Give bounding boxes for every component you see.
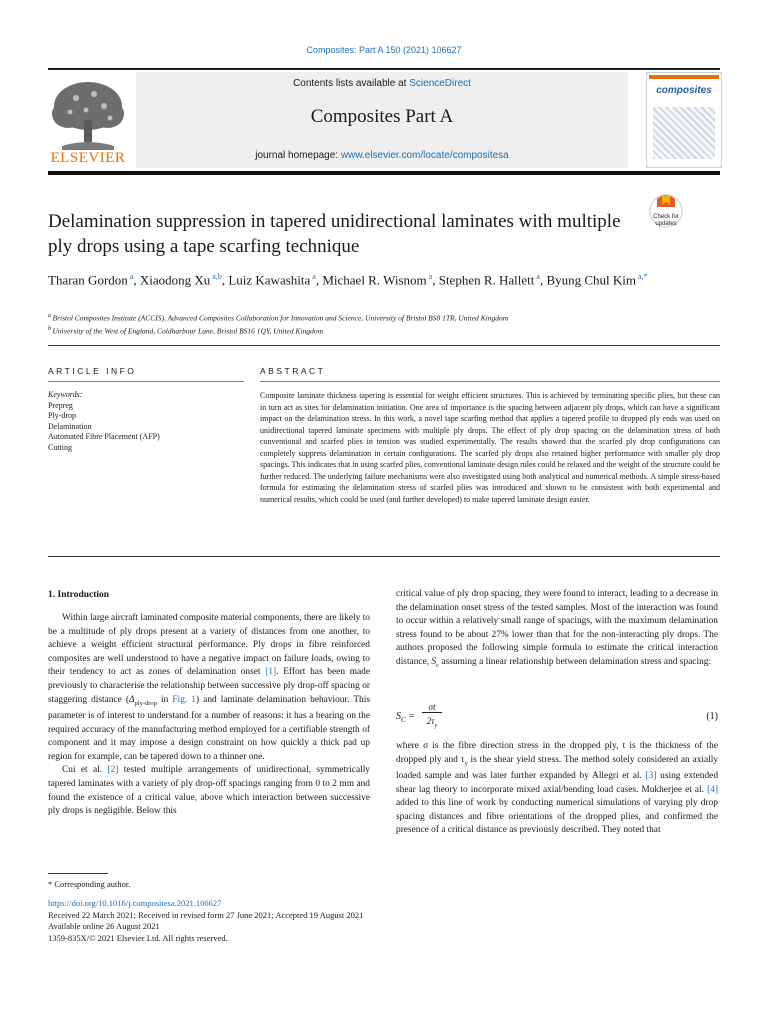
doi-link[interactable]: https://doi.org/10.1016/j.compositesa.2021.106627 [48,898,222,908]
author-name[interactable]: Xiaodong Xu [139,272,211,288]
keywords-label: Keywords: [48,390,83,399]
author-affiliation-mark[interactable]: a [310,272,316,281]
reference-3-link[interactable]: [3] [645,771,657,782]
affiliation-item: $^b$ University of the West of England, Coldharbour Lane, Bristol BS16 1QY, United Kingdom [48,326,323,336]
author-affiliation-mark[interactable]: a,b [210,272,222,281]
author-list: Tharan Gordon $^a$, Xiaodong Xu $^{a,b}$, Luiz Kawashita $^a$, Michael R. Wisnom $^a$, Stephen R. Hallett $^a$, Byung Chul Kim $^{a,*}$ [48,272,648,288]
author-name[interactable]: Tharan Gordon [48,272,128,288]
section-heading-introduction: 1. Introduction [48,590,110,600]
author-name[interactable]: Michael R. Wisnom [322,272,427,288]
reference-4-link[interactable]: [4] [707,784,718,795]
copyright-line: 1359-835X/© 2021 Elsevier Ltd. All rights reserved. [48,932,228,943]
affiliation-item: $^a$ Bristol Composites Institute (ACCIS), Advanced Composites Collaboration for Innovation and Science, University of Bristol BS8 1TR, United Kingdom [48,313,509,323]
equation-number: (1) [706,711,718,722]
body-left-column [48,612,370,819]
reference-2-link[interactable]: [2] [107,765,119,776]
article-title: Delamination suppression in tapered unidirectional laminates with multiple ply drops using a tape scarfing technique [48,211,621,257]
keyword-list [48,401,244,454]
abstract-bottom-rule [48,556,720,557]
author-affiliation-mark[interactable]: a [426,272,433,281]
contents-line [136,78,628,89]
reference-1-link[interactable]: [1] [265,667,277,678]
sciencedirect-link[interactable]: ScienceDirect [409,78,471,89]
homepage-prefix: journal homepage: [255,150,341,161]
article-info-rule [48,381,244,382]
publication-info [48,898,448,944]
figure-1-link[interactable]: Fig. 1 [172,694,196,705]
author-name[interactable]: Stephen R. Hallett [438,272,535,288]
author-affiliation-mark[interactable]: a,* [636,272,648,281]
received-dates: Received 22 March 2021; Received in revised form 27 June 2021; Accepted 19 August 2021 [48,909,364,920]
available-online-date: Available online 26 August 2021 [48,921,160,932]
abstract-heading: ABSTRACT [260,366,326,376]
paragraph-1: Within large aircraft laminated composite material components, there are likely to be a multitude of ply drops present at a variety of distances from one another, to achieve a weight efficient structural performance. Ply drops in fibre reinforced composites are well understood to have a negative impact on failure loads, owing to their tendency to act as zones of delamination onset [1]. Effort has been made previously to characterise the relationship between successive ply drop-off spacing or staggering distance ($\Delta_{ply-drop}$ in Fig. 1) and laminate delamination behaviour. This parameter is of interest to understand for a number of reasons: it has a bearing on the required accuracy of the manufacturing method employed for a certifiable strength of component and it may impose a design constraint on how quickly a thick pad up region for example, can be tapered down to a thinner one. [48,613,371,762]
body-right-column-top [396,588,718,672]
keyword-item: Ply-drop [48,411,76,421]
check-for-updates-label[interactable]: Check for updates [653,214,679,227]
affiliation-list [48,311,720,337]
cover-image [653,107,715,159]
keyword-item: Cutting [48,442,73,452]
author-name[interactable]: Byung Chul Kim [546,272,637,288]
keyword-item: Prepreg [48,400,73,410]
contents-prefix: Contents lists available at [293,78,410,89]
abstract-rule [260,381,720,382]
paragraph-3: critical value of ply drop spacing, they were found to interact, leading to a decrease in the delamination onset stress of the tested samples. Most of the interaction was found to occur within a relatively small range of spacings, with the maximum delamination stress found to be about 27% lower than that for the non-interacting ply drops. The authors proposed the following simple formula to estimate the critical interaction distance, $S_c$ assuming a linear relationship between delamination stress and spacing: [396,589,719,669]
homepage-line [136,150,628,161]
cover-title: composites [656,85,712,96]
keyword-item: Automated Fibre Placement (AFP) [48,432,160,442]
paragraph-4: where σ is the fibre direction stress in the dropped ply, t is the thickness of the dropped ply and $\tau_y$ is the shear yield stress. The method solely considered an axially loaded sample and was later further expanded by Allegri et al. [3] using extended shear lag theory to incorporate mixed axial/bending load cases. Mukherjee et al. [4] added to this line of work by conducting numerical simulations of varying ply drop spacing distances and fibre orientations of the dropped plies, and confirmed the presence of a critical distance as previously described. They noted that [396,741,719,836]
author-affiliation-mark[interactable]: a [534,272,540,281]
article-info-heading: ARTICLE INFO [48,366,137,376]
elsevier-wordmark: ELSEVIER [50,150,126,166]
keywords-block [48,390,244,454]
header-rule [48,171,720,175]
affiliation-rule [48,345,720,346]
journal-reference-link[interactable]: Composites: Part A 150 (2021) 106627 [306,45,462,55]
paragraph-2: Cui et al. [2] tested multiple arrangements of unidirectional, symmetrically tapered laminates with a variety of ply drop-off spacings ranging from 0 to 2 mm and found the existence of a critical value, above which interaction between successive ply drops is negligible. Below this [48,765,370,817]
author-name[interactable]: Luiz Kawashita [228,272,311,288]
cover-band [649,75,719,79]
body-right-column-bottom [396,740,718,838]
corresponding-author-footnote: * Corresponding author. [48,879,131,889]
top-rule [48,68,720,70]
abstract-text: Composite laminate thickness tapering is essential for weight efficient structures. This is achieved by terminating specific plies, but these can in turn act as sites for delamination initiation. One area of importance is the spacing between adjacent ply drops, which can have a significant impact on the delamination stress. In this work, a novel tape scarfing method that applies a tapered profile to dropped ply ends was used on unidirectional tapered laminate specimens with multiple ply drops. The effect of ply drop spacing on the delamination stress of both conventional and scarfed plies in tension was studied experimentally. The results showed that the scarfed ply drop configurations can completely suppress delamination in certain configurations. The scarfed ply drops also retained higher performance with smaller ply drop spacings. This indicates that in using scarfed plies, conventional laminate design rules could be relaxed and the weight of the structure could be further reduced. The underlying failure mechanisms were also investigated using both analytical and numerical methods. A simple stress-based formula for estimating the delamination stress of scarfed plies was introduced and shown to be consistent with both experimental and numerical results, which could be used (and further developed) to make tapered laminate design easier. [260,391,720,504]
journal-cover-thumbnail[interactable] [646,72,722,168]
journal-title: Composites Part A [310,106,454,127]
author-affiliation-mark[interactable]: a [127,272,134,281]
journal-homepage-link[interactable]: www.elsevier.com/locate/compositesa [340,150,509,161]
footnote-rule [48,873,108,874]
equation-1: $S_C$ = σt $2\tau_y$ (1) [396,702,718,729]
keyword-item: Delamination [48,421,92,431]
